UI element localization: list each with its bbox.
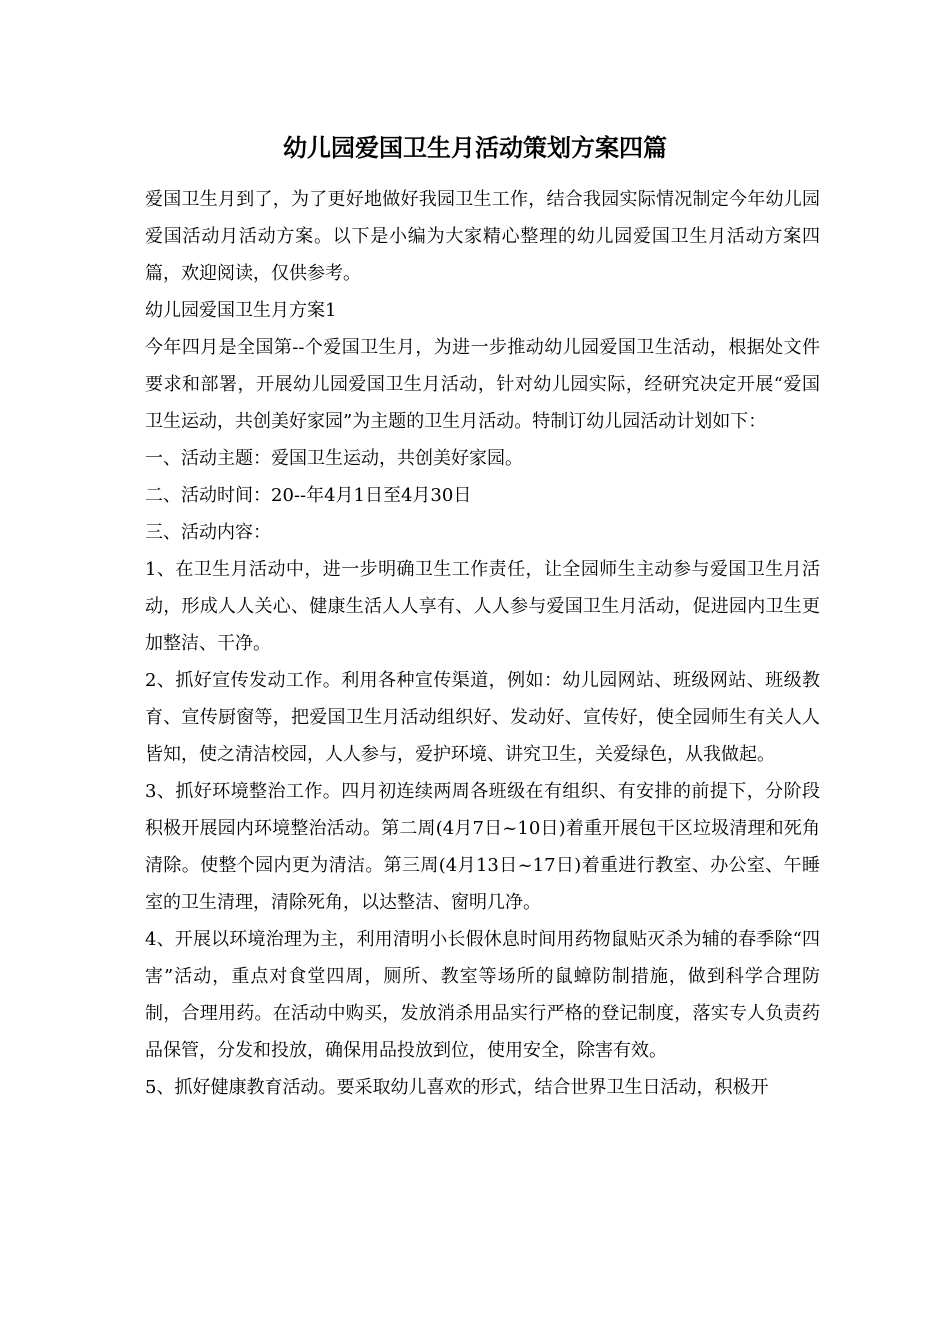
activity-time-line: 二、活动时间：20--年4月1日至4月30日 bbox=[145, 485, 472, 506]
content-item-4: 4、开展以环境治理为主，利用清明小长假休息时间用药物鼠贴灭杀为辅的春季除“四害”活动，重点对食堂四周，厕所、教室等场所的鼠蟑防制措施，做到科学合理防制，合理用药。在活动中购买，发放消杀用品实行严格的登记制度，落实专人负责药品保管，分发和投放，确保用品投放到位，使用安全，除害有效。 bbox=[145, 929, 820, 1061]
activity-theme-line: 一、活动主题：爱国卫生运动，共创美好家园。 bbox=[145, 448, 523, 469]
document-title: 幼儿园爱国卫生月活动策划方案四篇 bbox=[283, 133, 667, 162]
plan-intro-paragraph: 今年四月是全国第--个爱国卫生月，为进一步推动幼儿园爱国卫生活动，根据处文件要求和部署，开展幼儿园爱国卫生月活动，针对幼儿园实际，经研究决定开展“爱国卫生运动，共创美好家园”为主题的卫生月活动。特制订幼儿园活动计划如下： bbox=[145, 337, 820, 432]
content-item-2: 2、抓好宣传发动工作。利用各种宣传渠道，例如：幼儿园网站、班级网站、班级教育、宣传厨窗等，把爱国卫生月活动组织好、发动好、宣传好，使全园师生有关人人皆知，使之清洁校园，人人参与，爱护环境、讲究卫生，关爱绿色，从我做起。 bbox=[145, 670, 820, 765]
section-heading-plan-1: 幼儿园爱国卫生月方案1 bbox=[145, 300, 337, 321]
content-item-3: 3、抓好环境整治工作。四月初连续两周各班级在有组织、有安排的前提下，分阶段积极开展园内环境整治活动。第二周(4月7日~10日)着重开展包干区垃圾清理和死角清除。使整个园内更为清洁。第三周(4月13日~17日)着重进行教室、办公室、午睡室的卫生清理，清除死角，以达整洁、窗明几净。 bbox=[145, 781, 820, 913]
content-item-5: 5、抓好健康教育活动。要采取幼儿喜欢的形式，结合世界卫生日活动，积极开 bbox=[145, 1077, 769, 1098]
activity-content-heading: 三、活动内容： bbox=[145, 522, 271, 543]
content-item-1: 1、在卫生月活动中，进一步明确卫生工作责任，让全园师生主动参与爱国卫生月活动，形成人人关心、健康生活人人享有、人人参与爱国卫生月活动，促进园内卫生更加整洁、干净。 bbox=[145, 559, 820, 654]
document-body bbox=[145, 181, 820, 1106]
intro-paragraph: 爱国卫生月到了，为了更好地做好我园卫生工作，结合我园实际情况制定今年幼儿园爱国活动月活动方案。以下是小编为大家精心整理的幼儿园爱国卫生月活动方案四篇，欢迎阅读，仅供参考。 bbox=[145, 189, 820, 284]
